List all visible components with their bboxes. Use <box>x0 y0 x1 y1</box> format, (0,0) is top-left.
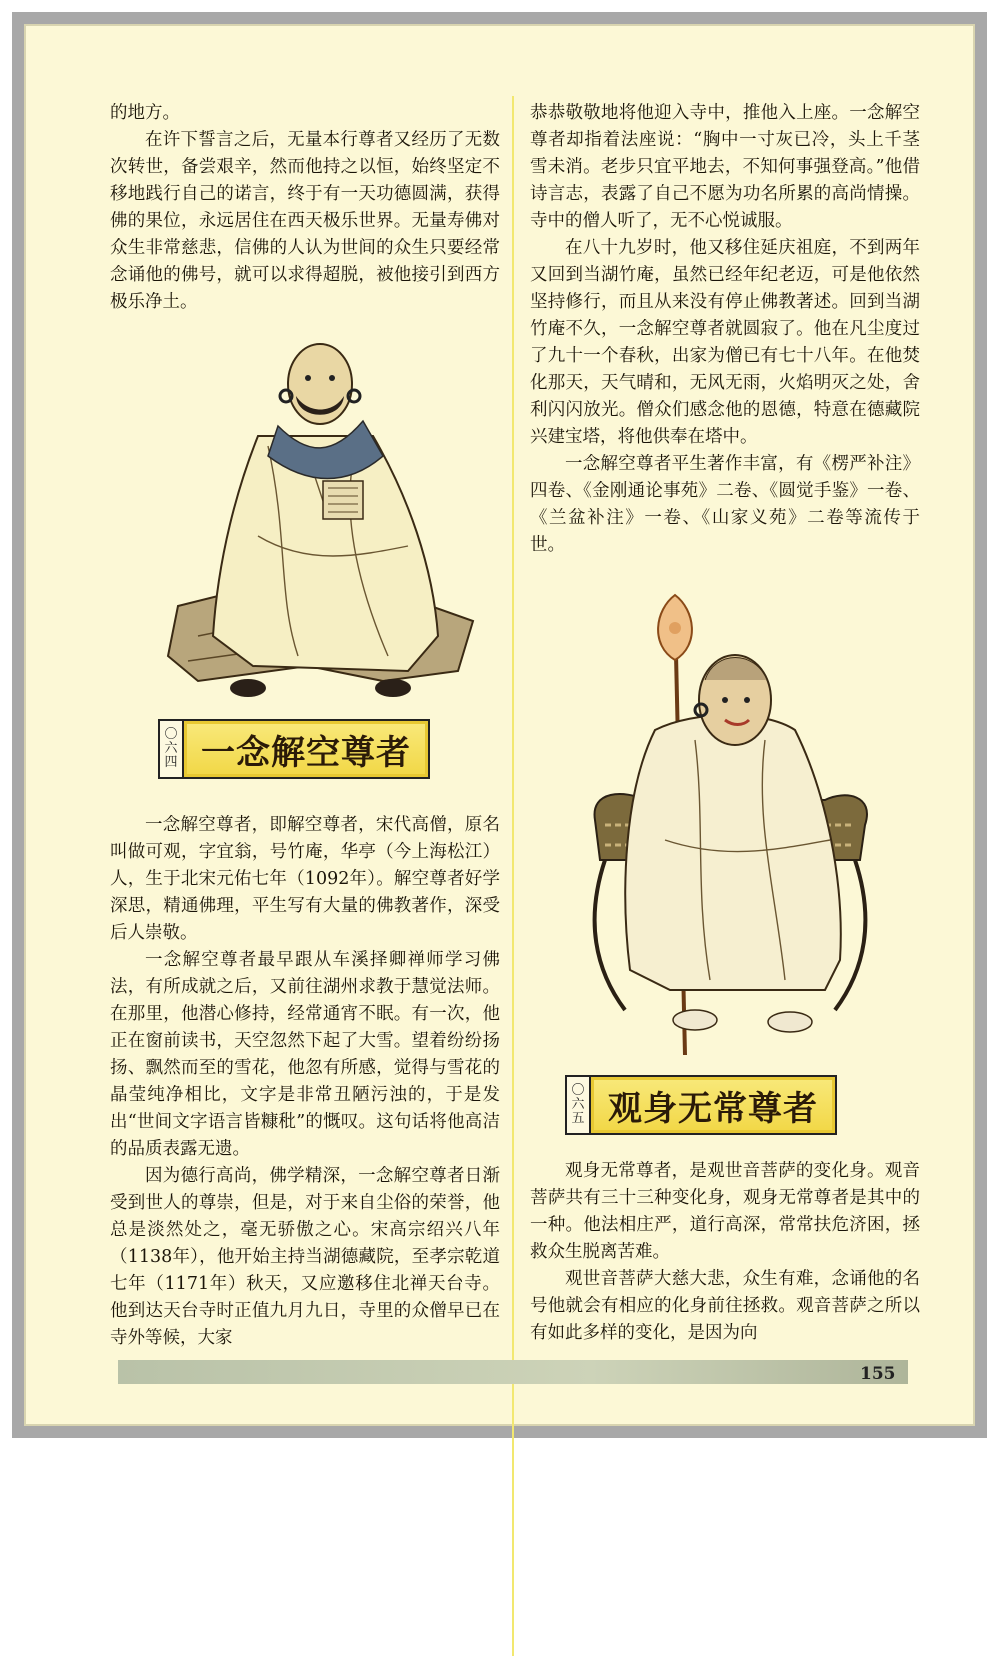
arhat-illustration-065 <box>585 590 875 1060</box>
paragraph: 恭恭敬敬地将他迎入寺中，推他入上座。一念解空尊者却指着法座说：“胸中一寸灰已冷，头上千茎雪未消。老步只宜平地去，不知何事强登高。”他借诗言志，表露了自己不愿为功名所累的高尚情操。寺中的僧人听了，无不心悦诚服。 <box>530 103 920 231</box>
number-char: 六 <box>571 1097 585 1112</box>
number-char: 四 <box>164 755 178 770</box>
title-box-065 <box>565 1075 837 1135</box>
number-char: 六 <box>164 741 178 756</box>
footer-bar <box>118 1360 908 1384</box>
page-number: 155 <box>860 1364 896 1384</box>
section-064-text <box>110 812 500 1352</box>
paragraph: 一念解空尊者最早跟从车溪择卿禅师学习佛法，有所成就之后，又前往湖州求教于慧觉法师。在那里，他潜心修持，经常通宵不眠。有一次，他正在窗前读书，天空忽然下起了大雪。望着纷纷扬扬、飘然而至的雪花，他忽有所感，觉得与雪花的晶莹纯净相比，文字是非常丑陋污浊的，于是发出“世间文字语言皆糠秕”的慨叹。这句话将他高洁的品质表露无遗。 <box>110 950 500 1159</box>
paragraph: 的地方。 <box>110 103 180 123</box>
paragraph: 因为德行高尚，佛学精深，一念解空尊者日渐受到世人的尊崇，但是，对于来自尘俗的荣誉，他总是淡然处之，毫无骄傲之心。宋高宗绍兴八年（1138年），他开始主持当湖德藏院，至孝宗乾道七年（1171年）秋天，又应邀移住北禅天台寺。他到达天台寺时正值九月九日，寺里的众僧早已在寺外等候，大家 <box>110 1166 500 1348</box>
title-box-064 <box>158 719 430 779</box>
number-char: 〇 <box>164 727 178 742</box>
right-column-top-text <box>530 100 920 559</box>
section-065-text <box>530 1158 920 1347</box>
paragraph: 一念解空尊者，即解空尊者，宋代高僧，原名叫做可观，字宜翁，号竹庵，华亭（今上海松江）人，生于北宋元佑七年（1092年）。解空尊者好学深思，精通佛理，平生写有大量的佛教著作，深受后人崇敬。 <box>110 815 500 943</box>
section-number <box>160 721 184 777</box>
left-column-top-text <box>110 100 500 316</box>
section-title: 观身无常尊者 <box>591 1077 835 1133</box>
paragraph: 观世音菩萨大慈大悲，众生有难，念诵他的名号他就会有相应的化身前往拯救。观音菩萨之所以有如此多样的变化，是因为向 <box>530 1269 920 1343</box>
paragraph: 在八十九岁时，他又移住延庆祖庭，不到两年又回到当湖竹庵，虽然已经年纪老迈，可是他依然坚持修行，而且从来没有停止佛教著述。回到当湖竹庵不久，一念解空尊者就圆寂了。他在凡尘度过了九十一个春秋，出家为僧已有七十八年。在他焚化那天，天气晴和，无风无雨，火焰明灭之处，舍利闪闪放光。僧众们感念他的恩德，特意在德藏院兴建宝塔，将他供奉在塔中。 <box>530 238 920 447</box>
section-number <box>567 1077 591 1133</box>
paragraph: 在许下誓言之后，无量本行尊者又经历了无数次转世，备尝艰辛，然而他持之以恒，始终坚定不移地践行自己的诺言，终于有一天功德圆满，获得佛的果位，永远居住在西天极乐世界。无量寿佛对众生非常慈悲，信佛的人认为世间的众生只要经常念诵他的佛号，就可以求得超脱，被他接引到西方极乐净土。 <box>110 130 500 312</box>
column-divider <box>512 96 514 1656</box>
number-char: 〇 <box>571 1083 585 1098</box>
paragraph: 观身无常尊者，是观世音菩萨的变化身。观音菩萨共有三十三种变化身，观身无常尊者是其中的一种。他法相庄严，道行高深，常常扶危济困，拯救众生脱离苦难。 <box>530 1161 920 1262</box>
paragraph: 一念解空尊者平生著作丰富，有《楞严补注》四卷、《金刚通论事苑》二卷、《圆觉手鉴》一卷、《兰盆补注》一卷、《山家义苑》二卷等流传于世。 <box>530 454 920 555</box>
arhat-illustration-064 <box>158 336 488 706</box>
number-char: 五 <box>571 1111 585 1126</box>
section-title: 一念解空尊者 <box>184 721 428 777</box>
